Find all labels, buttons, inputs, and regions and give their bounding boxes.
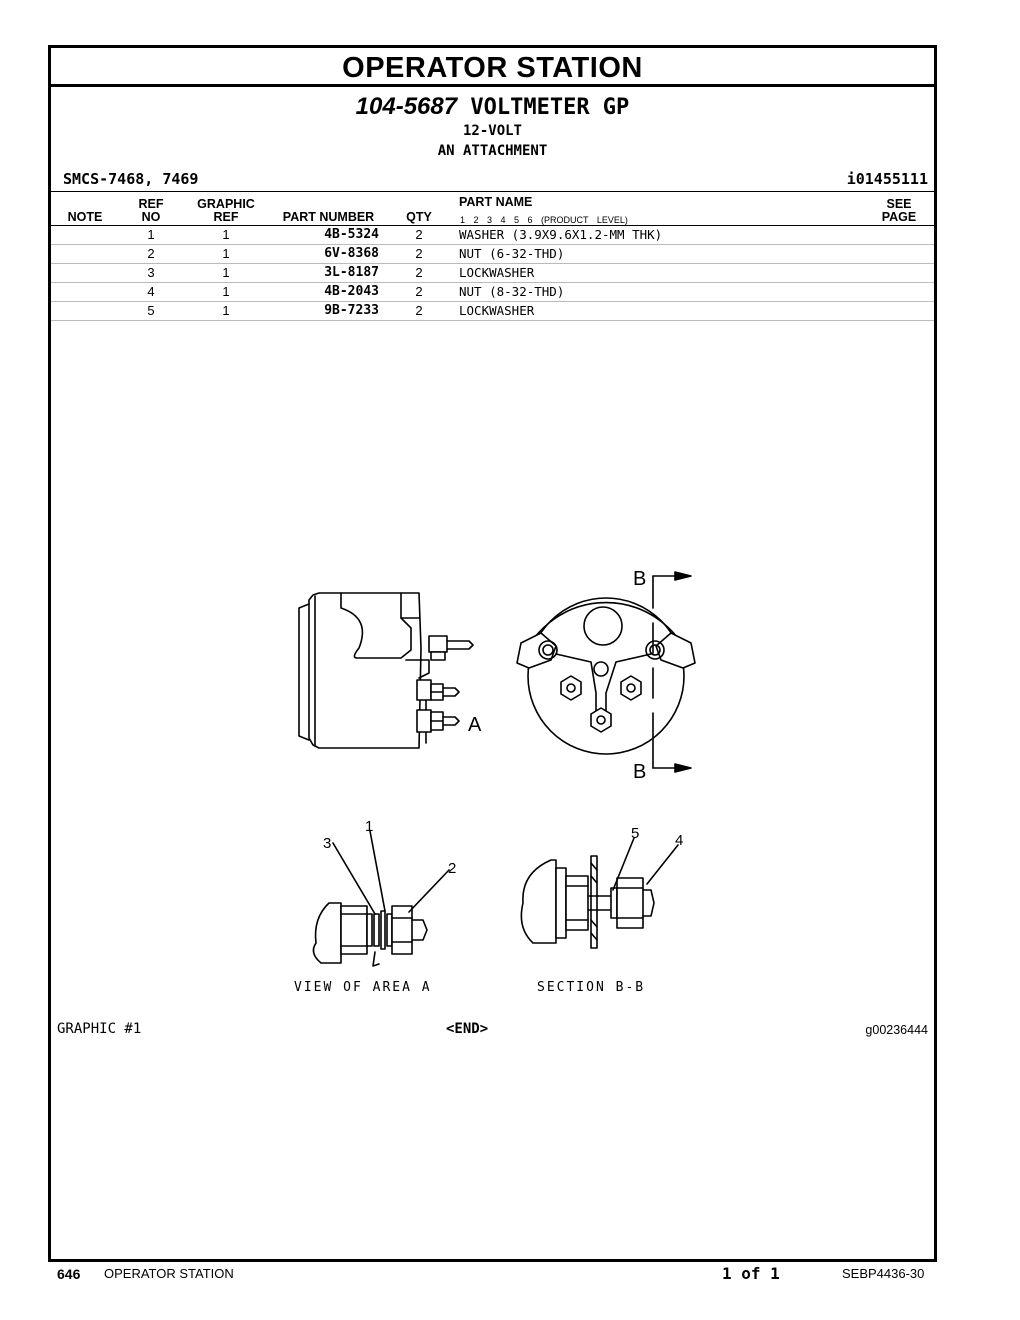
voltmeter-rear-view [517, 572, 695, 772]
page-title: OPERATOR STATION [51, 48, 934, 87]
row-qty: 2 [415, 246, 423, 261]
footer-doc-id: SEBP4436-30 [842, 1266, 925, 1281]
row-qty: 2 [415, 227, 423, 242]
row-ref: 5 [147, 303, 155, 318]
row-qty: 2 [415, 303, 423, 318]
row-part-name: NUT (8-32-THD) [459, 284, 565, 299]
callout-4: 4 [675, 832, 684, 849]
callout-2: 2 [448, 860, 457, 877]
footer-page-number: 646 [57, 1266, 81, 1282]
section-bb-detail [521, 838, 678, 948]
callout-1: 1 [365, 818, 374, 835]
parts-illustration [51, 48, 934, 1048]
row-qty: 2 [415, 265, 423, 280]
callout-3: 3 [323, 835, 332, 852]
label-a: A [468, 714, 482, 736]
row-ref: 3 [147, 265, 155, 280]
col-qty: QTY [406, 210, 432, 224]
product-levels: 1 2 3 4 5 6 (PRODUCT LEVEL) [460, 215, 628, 225]
row-graphic-ref: 1 [222, 284, 230, 299]
row-graphic-ref: 1 [222, 246, 230, 261]
voltmeter-side-view [299, 593, 473, 748]
group-name: VOLTMETER GP [470, 95, 630, 120]
row-part-name: LOCKWASHER [459, 265, 535, 280]
row-graphic-ref: 1 [222, 265, 230, 280]
area-a-detail [313, 831, 449, 966]
row-part-number: 4B-5324 [324, 227, 379, 242]
col-ref-no-top: REF [138, 197, 164, 211]
col-part-name: PART NAME [459, 195, 533, 209]
caption-view-area-a: VIEW OF AREA A [294, 980, 432, 995]
caption-section-bb: SECTION B-B [537, 980, 646, 995]
col-graphic-ref-bottom: REF [213, 210, 239, 224]
label-b-bottom: B [633, 761, 647, 783]
row-qty: 2 [415, 284, 423, 299]
col-part-number: PART NUMBER [282, 210, 375, 224]
group-number: 104-5687 [355, 93, 458, 120]
graphic-label: GRAPHIC #1 [57, 1021, 142, 1037]
row-ref: 1 [147, 227, 155, 242]
footer-section: OPERATOR STATION [104, 1266, 234, 1281]
end-marker: <END> [446, 1021, 489, 1037]
col-see-page-top: SEE [886, 197, 912, 211]
page-frame [48, 45, 937, 1262]
smcs-code: SMCS-7468, 7469 [63, 170, 199, 188]
col-ref-no-bottom: NO [141, 210, 161, 224]
group-subtitle-2: AN ATTACHMENT [437, 143, 548, 159]
row-graphic-ref: 1 [222, 227, 230, 242]
label-b-top: B [633, 568, 647, 590]
col-graphic-ref-top: GRAPHIC [197, 197, 255, 211]
row-part-number: 9B-7233 [324, 303, 379, 318]
row-part-number: 4B-2043 [324, 284, 379, 299]
row-graphic-ref: 1 [222, 303, 230, 318]
row-ref: 4 [147, 284, 155, 299]
group-subtitle-1: 12-VOLT [462, 123, 522, 139]
row-part-name: WASHER (3.9X9.6X1.2-MM THK) [459, 227, 663, 242]
footer-pagination: 1 of 1 [722, 1264, 780, 1283]
row-part-name: NUT (6-32-THD) [459, 246, 565, 261]
col-see-page-bottom: PAGE [881, 210, 917, 224]
graphic-id: g00236444 [865, 1023, 928, 1037]
row-part-number: 6V-8368 [324, 246, 379, 261]
col-note: NOTE [67, 210, 103, 224]
row-ref: 2 [147, 246, 155, 261]
row-part-number: 3L-8187 [324, 265, 379, 280]
info-id: i01455111 [846, 170, 928, 188]
callout-5: 5 [631, 825, 640, 842]
row-part-name: LOCKWASHER [459, 303, 535, 318]
